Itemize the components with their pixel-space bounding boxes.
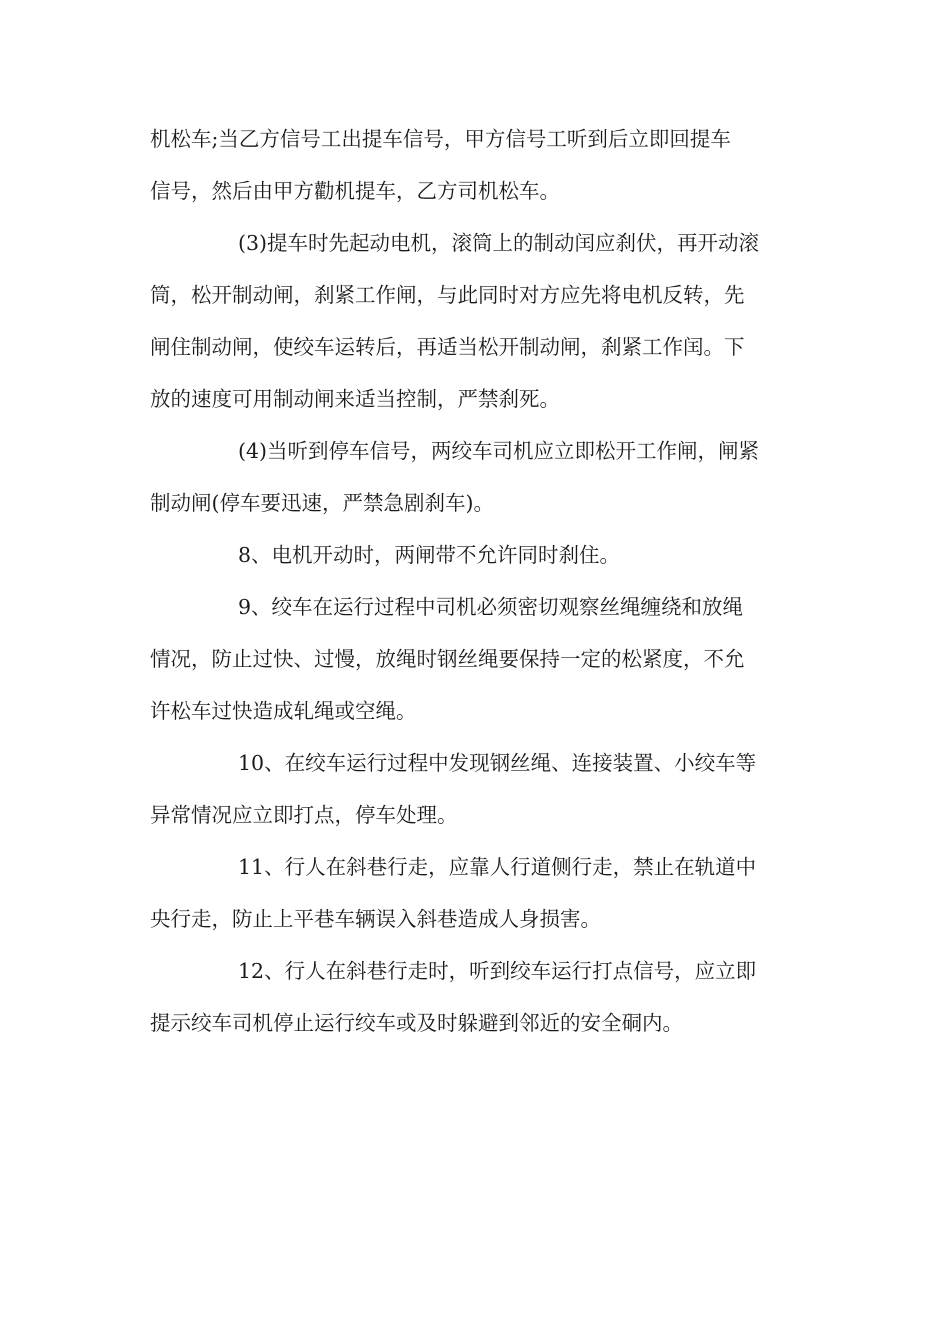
text-line: 9、绞车在运行过程中司机必须密切观察丝绳缠绕和放绳 [238,595,744,619]
paragraph-item-3 [150,217,810,425]
text-line: 情况，防止过快、过慢，放绳时钢丝绳要保持一定的松紧度，不允 [150,647,745,671]
text-line: 闸住制动闸，使绞车运转后，再适当松开制动闸，刹紧工作闰。下 [150,335,745,359]
paragraph-8 [150,529,810,581]
text-line: (4)当听到停车信号，两绞车司机应立即松开工作闸，闸紧 [238,439,760,463]
text-line: 机松车;当乙方信号工出提车信号，甲方信号工听到后立即回提车 [150,127,731,151]
paragraph-10 [150,737,810,841]
body-text [150,113,810,1049]
paragraph-11 [150,841,810,945]
text-line: 提示绞车司机停止运行绞车或及时躲避到邻近的安全硐内。 [150,1011,683,1035]
text-line: 11、行人在斜巷行走，应靠人行道侧行走，禁止在轨道中 [238,855,757,879]
text-line: 12、行人在斜巷行走时，听到绞车运行打点信号，应立即 [238,959,757,983]
text-line: 10、在绞车运行过程中发现钢丝绳、连接装置、小绞车等 [238,751,757,775]
paragraph-item-4 [150,425,810,529]
text-line: 异常情况应立即打点，停车处理。 [150,803,458,827]
text-line: 许松车过快造成轧绳或空绳。 [150,699,417,723]
text-line: 信号，然后由甲方勸机提车，乙方司机松车。 [150,179,560,203]
text-line: 8、电机开动时，两闸带不允许同时刹住。 [238,543,621,567]
text-line: 制动闸(停车要迅速，严禁急剧刹车)。 [150,491,494,515]
paragraph-continuation [150,113,810,217]
text-line: (3)提车时先起动电机，滚筒上的制动闰应刹伏，再开动滚 [238,231,760,255]
text-line: 央行走，防止上平巷车辆误入斜巷造成人身损害。 [150,907,601,931]
paragraph-9 [150,581,810,737]
paragraph-12 [150,945,810,1049]
text-line: 放的速度可用制动闸来适当控制，严禁刹死。 [150,387,560,411]
text-line: 筒，松开制动闸，刹紧工作闸，与此同时对方应先将电机反转，先 [150,283,745,307]
